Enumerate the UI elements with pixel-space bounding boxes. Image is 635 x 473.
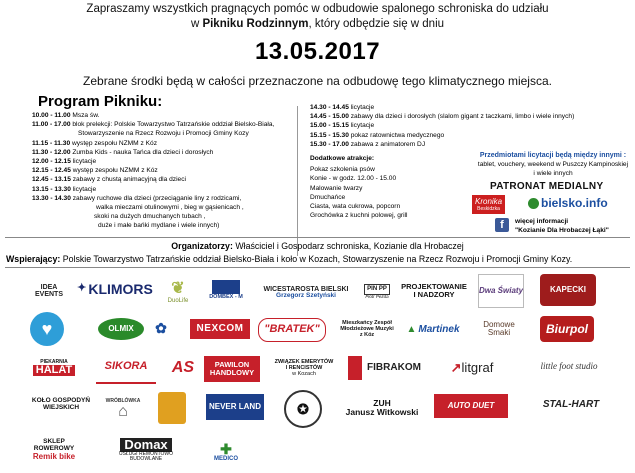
intro-line-2: w Pikniku Rodzinnym, który odbędzie się w dniu: [190, 18, 445, 30]
supporters-text: Polskie Towarzystwo Tatrzańskie oddział Bielsko-Biała i koło w Kozach, Stowarzyszenie na Rzecz Rozwoju i Promocji Gminy Kozy.: [62, 254, 573, 264]
sponsor-litgraf[interactable]: ↗ litgraf: [450, 360, 494, 376]
bee-icon[interactable]: ✿: [155, 319, 167, 336]
bielsko-logo[interactable]: [528, 196, 608, 210]
sponsor-auto-duet[interactable]: AUTO DUET: [434, 394, 508, 418]
program-divider: [297, 106, 298, 256]
sponsor-duolife[interactable]: ❦ DuoLife: [167, 280, 189, 305]
sponsor-olmix[interactable]: OLMIX: [98, 318, 144, 340]
kronika-name: Kronika: [475, 197, 503, 206]
program-item: 12.45 - 13.15 zabawy z chustą animacyjną dla dzieci: [32, 176, 186, 184]
organizers-label: Organizatorzy:: [171, 241, 233, 251]
flag-icon: [348, 356, 362, 380]
sponsor-fibrakom[interactable]: FIBRAKOM: [367, 361, 421, 373]
sponsor-pawilon[interactable]: PAWILON HANDLOWY: [204, 356, 260, 382]
sponsor-nzmm[interactable]: Mieszkańcy Zespół Młodzieżowe Muzyki z Kóz: [340, 320, 394, 338]
medico-icon: ✚: [220, 440, 232, 457]
sponsor-wicestarosta[interactable]: WICESTAROSTA BIELSKI Grzegorz Szetyński: [263, 285, 349, 300]
program-item: skoki na dużych dmuchanych tubach ,: [94, 213, 206, 221]
litgraf-icon: ↗: [450, 360, 462, 376]
sponsor-medico[interactable]: ✚ MEDICO: [214, 440, 238, 463]
program-item: 15.00 - 15.15 licytacje: [310, 122, 375, 130]
divider: [5, 237, 630, 238]
duolife-icon: ❦: [171, 280, 185, 298]
sponsor-halat[interactable]: PIEKARNIA HALAT: [28, 352, 80, 384]
sponsor-pinpp[interactable]: PIN PP Piotr Pezda: [365, 286, 389, 299]
sponsor-projektowanie[interactable]: PROJEKTOWANIE I NADZORY: [401, 282, 467, 299]
sponsor-yellow-logo[interactable]: [158, 392, 186, 424]
bielsko-name: bielsko.info: [541, 196, 608, 210]
sponsor-little-foot[interactable]: little foot studio: [540, 361, 598, 372]
organizers-line: [0, 240, 635, 252]
attraction-item: Konie - w godz. 12.00 - 15.00: [310, 175, 397, 183]
sponsor-idea-events[interactable]: IDEA EVENTS: [34, 283, 63, 298]
sponsor-dwa-swiaty[interactable]: Dwa Światy: [478, 274, 524, 308]
sponsor-sikora[interactable]: SIKORA: [96, 352, 156, 384]
program-item: 11.15 - 11.30 występ zespołu NZMM z Kóz: [32, 139, 157, 147]
intro-line-3: Zebrane środki będą w całości przeznaczone na odbudowę tego klimatycznego miejsca.: [83, 74, 552, 88]
attraction-item: Grochówka z kuchni polowej, grill: [310, 212, 408, 220]
program-title: Program Pikniku:: [38, 93, 163, 110]
program-item: 12.15 - 12.45 występ zespołu NZMM z Kóz: [32, 167, 158, 175]
event-name: Pikniku Rodzinnym: [202, 18, 309, 30]
attractions-title: Dodatkowe atrakcje:: [310, 155, 375, 162]
program-item: duże i małe bańki mydlane i wiele innych): [98, 222, 220, 230]
sponsor-kolo-gospodyn[interactable]: KOŁO GOSPODYŃ WIEJSKICH: [31, 397, 91, 411]
supporters-label: Wspierający:: [6, 254, 61, 264]
dog-badge-icon[interactable]: ✪: [284, 390, 322, 428]
kronika-logo[interactable]: [472, 195, 505, 214]
attraction-item: Ciasta, wata cukrowa, popcorn: [310, 203, 401, 211]
house-icon: ⌂: [118, 403, 128, 421]
program-left-list: [32, 111, 274, 231]
program-item: 11.00 - 17.00 blok prelekcji: Polskie Towarzystwo Tatrzańskie oddział Bielsko-Biała,: [32, 121, 275, 129]
facebook-icon[interactable]: f: [495, 218, 509, 232]
patronat-title: PATRONAT MEDIALNY: [490, 181, 604, 192]
attraction-item: Pokaz szkolenia psów: [310, 166, 375, 174]
organizers-text: Właściciel i Gospodarz schroniska, Kozianie dla Hrobaczej: [235, 241, 464, 251]
sponsor-zuh[interactable]: ZUH Janusz Witkowski: [345, 398, 419, 417]
sponsor-zwiazek[interactable]: ZWIĄZEK EMERYTÓW I RENCISTÓW w Kozach: [274, 359, 334, 377]
program-item: 14.45 - 15.00 zabawy dla dzieci i dorosłych (slalom gigant z taczkami, limbo i wiele innych): [310, 113, 575, 121]
program-item: 12.00 - 12.15 licytacje: [32, 158, 97, 166]
auction-block: [468, 151, 635, 179]
program-item: 14.30 - 14.45 licytacje: [310, 104, 375, 111]
more-info-block[interactable]: [515, 217, 609, 235]
program-item: walka mieczami otulinowymi , bieg w gąsienicach ,: [96, 204, 244, 212]
attractions-block: [310, 154, 407, 220]
klimors-icon: ✦: [77, 282, 87, 295]
sponsor-martinek[interactable]: ▲ Martinek: [406, 323, 460, 335]
more-info-label: więcej informacji: [515, 218, 569, 225]
sponsor-biurpol[interactable]: Biurpol: [540, 316, 594, 342]
sponsor-bratek[interactable]: "BRATEK": [258, 318, 326, 342]
dombex-icon: [212, 280, 240, 294]
program-item: 15.30 - 17.00 zabawa z animatorem DJ: [310, 140, 426, 148]
program-right-list: [310, 103, 574, 149]
sponsor-neverland[interactable]: NEVER LAND: [206, 394, 264, 420]
auction-line-1: tablet, vouchery, weekend w Puszczy Kampinoskiej: [477, 161, 629, 169]
divider: [5, 267, 630, 268]
attraction-item: Dmuchańce: [310, 193, 346, 201]
sponsor-domax[interactable]: Domax USŁUGI REMONTOWO BUDOWLANE: [118, 436, 174, 462]
program-item: 11.30 - 12.00 Zumba Kids - nauka Tańca dla dzieci i dorosłych: [32, 148, 214, 156]
bielsko-icon: [528, 198, 539, 209]
dog-heart-icon[interactable]: ♥: [30, 312, 64, 346]
martinek-icon: ▲: [406, 323, 417, 335]
program-item: 15.15 - 15.30 pokaz ratownictwa medycznego: [310, 131, 445, 139]
more-info-link: "Kozianie Dla Hrobaczej Łąki": [515, 227, 609, 235]
auction-title: Przedmiotami licytacji będą między innymi :: [479, 152, 627, 159]
auction-line-2: i wiele innych: [533, 170, 573, 178]
sponsor-dombex[interactable]: DOMBEX - M: [204, 275, 248, 305]
program-item: 13.15 - 13.30 licytacje: [32, 185, 97, 193]
sponsor-kapecki[interactable]: KAPECKI: [540, 274, 596, 306]
sponsor-domowe-smaki[interactable]: Domowe Smaki: [483, 319, 515, 337]
supporters-line: [6, 253, 572, 265]
sponsor-sklep-rowerowy[interactable]: SKLEP ROWEROWY Remik bike: [32, 437, 76, 461]
program-item: 10.00 - 11.00 Msza św.: [32, 112, 100, 119]
kronika-sub: Beskidzka: [477, 206, 500, 212]
program-item: Stowarzyszenie na Rzecz Rozwoju i Promocji Gminy Kozy: [78, 130, 249, 138]
sponsor-klimors[interactable]: ✦ KLIMORS: [77, 280, 153, 297]
program-item: 13.30 - 14.30 zabawy ruchowe dla dzieci (przeciąganie liny z rodzicami,: [32, 194, 242, 202]
attraction-item: Malowanie twarzy: [310, 184, 363, 192]
intro-line-1: Zapraszamy wszystkich pragnących pomóc w odbudowie spalonego schroniska do udziału: [86, 3, 549, 15]
event-date: 13.05.2017: [254, 38, 381, 65]
sponsor-stal-hart[interactable]: STAL-HART: [542, 398, 600, 410]
sponsor-nexcom[interactable]: NEXCOM: [190, 319, 250, 339]
sponsor-wroblowka[interactable]: WRÓBLÓWKA ⌂: [105, 397, 141, 421]
sponsor-as[interactable]: AS: [171, 358, 195, 376]
